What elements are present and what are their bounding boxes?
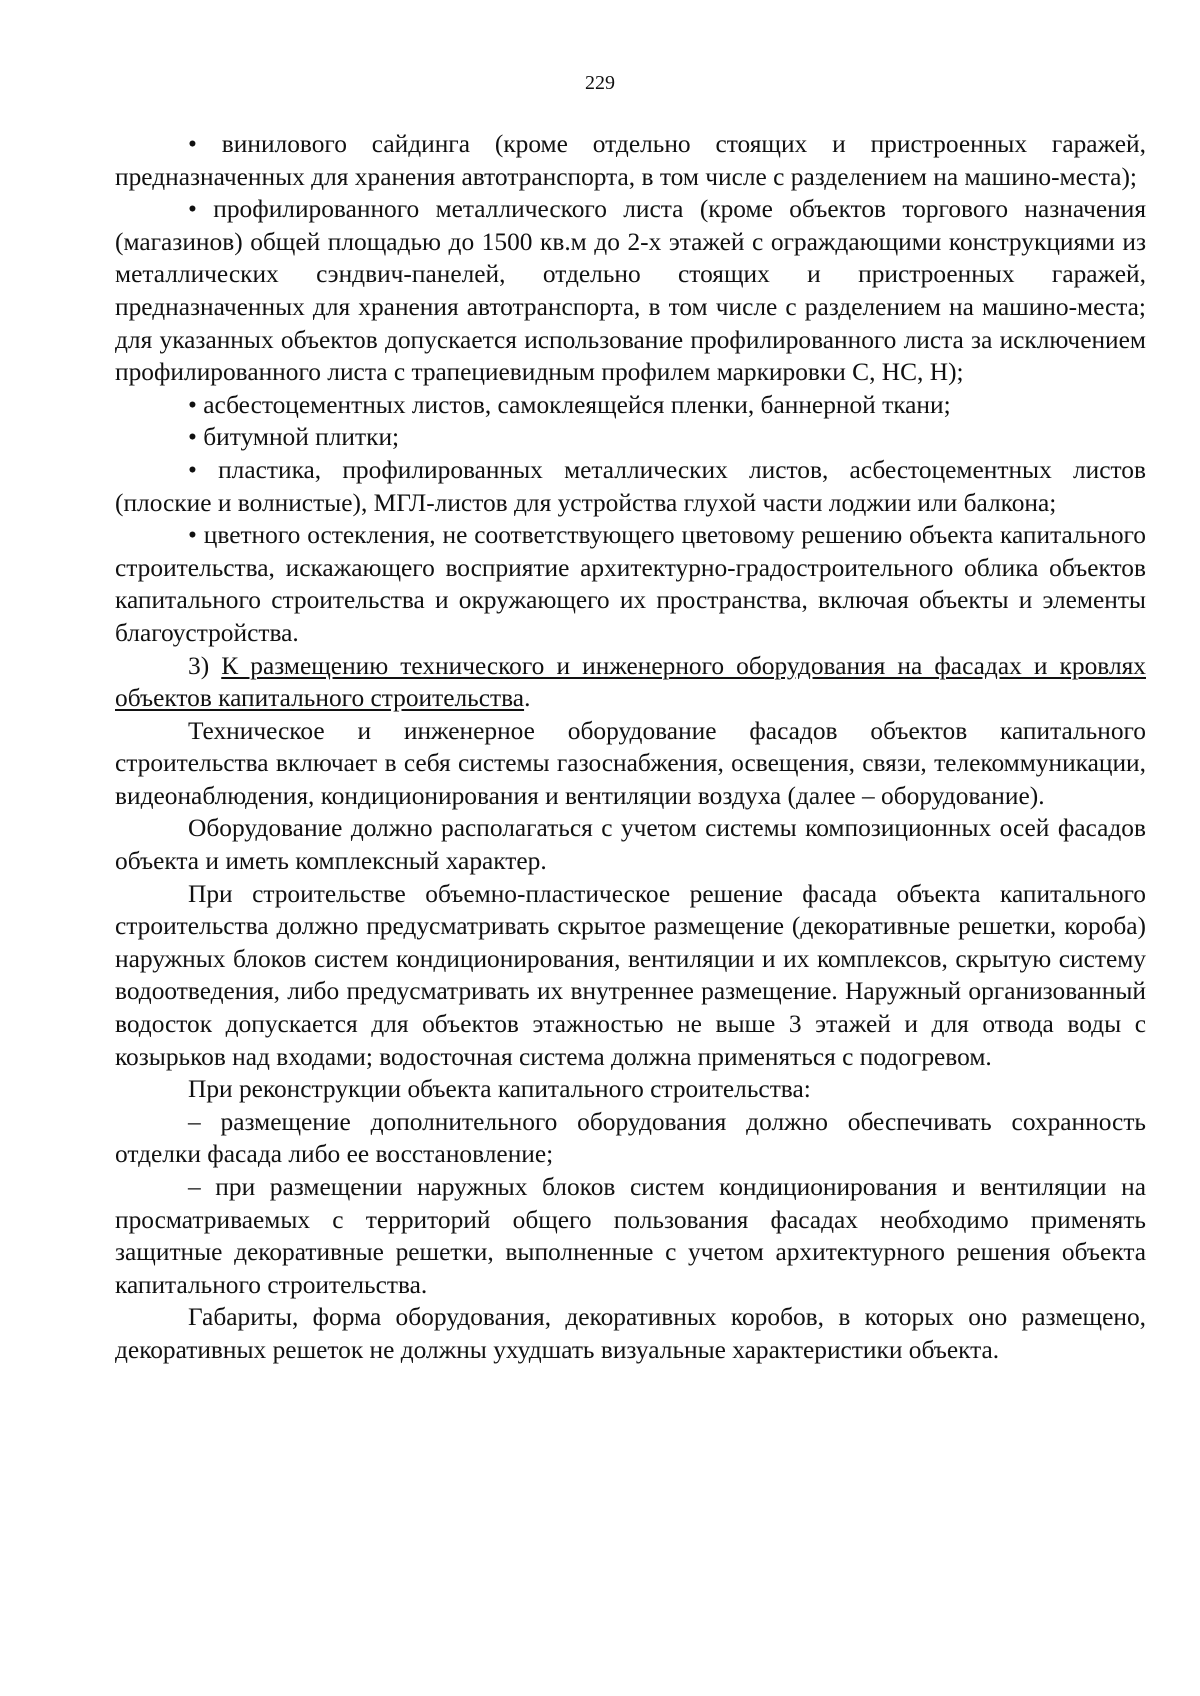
bullet-marker: • [188, 455, 197, 484]
bullet-item [115, 128, 1146, 193]
page-content [115, 128, 1146, 1367]
body-paragraph: Оборудование должно располагаться с учетом системы композиционных осей фасадов объекта и иметь комплексный характер. [115, 814, 1146, 876]
bullet-text: цветного остекления, не соответствующего цветовому решению объекта капитального строительства, искажающего восприятие архитектурно-градостроительного облика объектов капитального строительства и окружающего их пространства, включая объекты и элементы благоустройства. [115, 521, 1146, 647]
dash-item: – размещение дополнительного оборудования должно обеспечивать сохранность отделки фасада либо ее восстановление; [115, 1107, 1146, 1169]
bullet-item [115, 454, 1146, 519]
bullet-item [115, 389, 1146, 422]
body-paragraph: При строительстве объемно-пластическое решение фасада объекта капитального строительства должно предусматривать скрытое размещение (декоративные решетки, короба) наружных блоков систем кондиционирования, вентиляции и их комплексов, скрытую систему водоотведения, либо предусматривать их внутреннее размещение. Наружный организованный водосток допускается для объектов этажностью не выше 3 этажей и для отвода воды с козырьков над входами; водосточная система должна применяться с подогревом. [115, 879, 1146, 1071]
bullet-text: битумной плитки; [203, 423, 400, 452]
bullet-marker: • [188, 521, 197, 550]
section-heading [115, 650, 1146, 715]
section-title-end: . [524, 684, 531, 713]
section-number: 3) [188, 651, 210, 680]
body-paragraph: При реконструкции объекта капитального строительства: [188, 1075, 811, 1104]
body-paragraph: Техническое и инженерное оборудование фасадов объектов капитального строительства включает в себя системы газоснабжения, освещения, связи, телекоммуникации, видеонаблюдения, кондиционирования и вентиляции воздуха (далее – оборудование). [115, 716, 1146, 810]
bullet-item [115, 519, 1146, 649]
dash-item: – при размещении наружных блоков систем кондиционирования и вентиляции на просматриваемых с территорий общего пользования фасадах необходимо применять защитные декоративные решетки, выполненные с учетом архитектурного решения объекта капитального строительства. [115, 1173, 1146, 1299]
section-title: К размещению технического и инженерного оборудования на фасадах и кровлях объектов капитального строительства [115, 651, 1146, 713]
bullet-marker: • [188, 195, 197, 224]
bullet-text: винилового сайдинга (кроме отдельно стоящих и пристроенных гаражей, предназначенных для хранения автотранспорта, в том числе с разделением на машино-места); [115, 130, 1146, 191]
bullet-marker: • [188, 130, 197, 158]
bullet-marker: • [188, 423, 197, 452]
page-number: 229 [585, 72, 615, 94]
bullet-text: пластика, профилированных металлических листов, асбестоцементных листов (плоские и волнистые), МГЛ-листов для устройства глухой части лоджии или балкона; [115, 455, 1146, 517]
body-paragraph: Габариты, форма оборудования, декоративных коробов, в которых оно размещено, декоративных решеток не должны ухудшать визуальные характеристики объекта. [115, 1303, 1146, 1364]
bullet-text: асбестоцементных листов, самоклеящейся пленки, баннерной ткани; [203, 390, 951, 419]
bullet-text: профилированного металлического листа (кроме объектов торгового назначения (магазинов) общей площадью до 1500 кв.м до 2-х этажей с ограждающими конструкциями из металлических сэндвич-панелей, отдельно стоящих и пристроенных гаражей, предназначенных для хранения автотранспорта, в том числе с разделением на машино-места; для указанных объектов допускается использование профилированного листа за исключением профилированного листа с трапециевидным профилем маркировки С, НС, Н); [115, 195, 1146, 387]
bullet-item [115, 193, 1146, 389]
bullet-item [115, 421, 1146, 454]
bullet-marker: • [188, 390, 197, 419]
